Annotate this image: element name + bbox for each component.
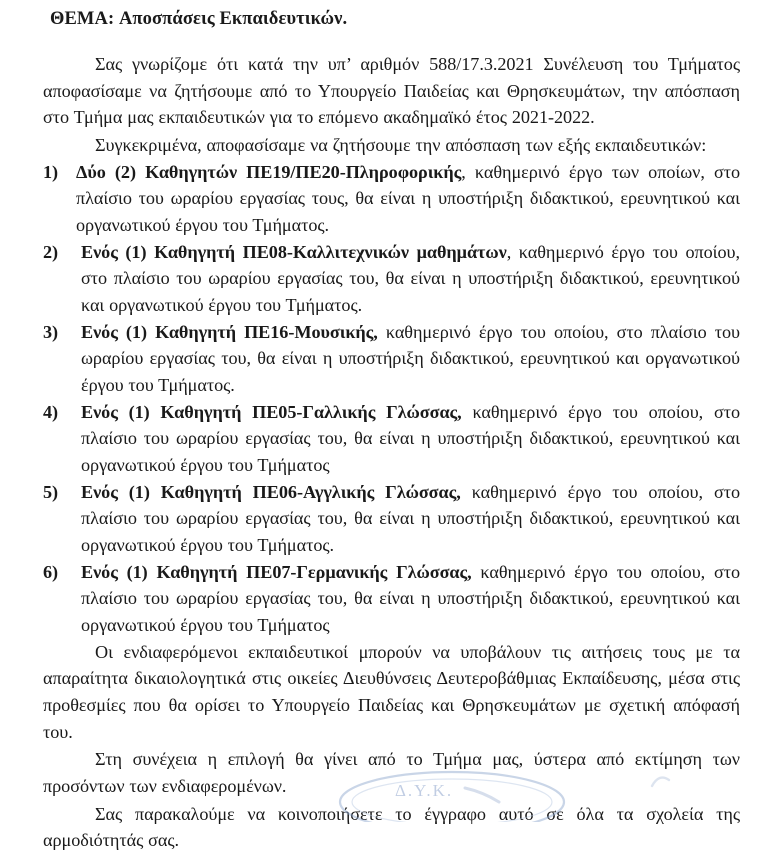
list-item-body: καθημερινό έργο του οποίου, στο πλαίσιο του ωραρίου εργασίας του, θα είναι η υποστήριξη διδακτικού, ερευνητικού και οργανωτικού έργου του Τμήματος: [81, 561, 741, 635]
list-item-marker: 4): [43, 401, 59, 422]
list-item-marker: 3): [43, 321, 59, 342]
list-item-body: , καθημερινό έργο των οποίων, στο πλαίσιο του ωραρίου εργασίας τους, θα είναι η υποστήριξη διδακτικού, ερευνητικού και οργανωτικού έργου του Τμήματος.: [76, 161, 740, 236]
list-item-marker: 2): [43, 241, 59, 262]
paragraph-applications: Οι ενδιαφερόμενοι εκπαιδευτικοί μπορούν να υποβάλουν τις αιτήσεις τους με τα απαραίτητα δικαιολογητικά στις οικείες Διευθύνσεις Δευτεροβάθμιας Εκπαίδευσης, μέσα στις προθεσμίες που θα ορίσει το Υπουργείο Παιδείας και Θρησκευμάτων με σχετική απόφασή του.: [43, 641, 740, 742]
list-item-body: καθημερινό έργο του οποίου, στο πλαίσιο του ωραρίου εργασίας του, θα είναι η υποστήριξη διδακτικού, ερευνητικού και οργανωτικού έργου του Τμήματος.: [81, 321, 740, 395]
paragraph-closing: Σας παρακαλούμε να κοινοποιήσετε το έγγραφο αυτό σε όλα τα σχολεία της αρμοδιότητάς σας.: [43, 803, 740, 851]
list-item-heading: Ενός (1) Καθηγητή ΠΕ16-Μουσικής,: [81, 321, 378, 342]
list-item-heading: Ενός (1) Καθηγητή ΠΕ05-Γαλλικής Γλώσσας,: [81, 401, 462, 422]
subject-line: [43, 8, 740, 31]
list-item-marker: 6): [43, 561, 59, 582]
paragraph-selection: Στη συνέχεια η επιλογή θα γίνει από το Τμήμα μας, ύστερα από εκτίμηση των προσόντων των ενδιαφερομένων.: [43, 749, 740, 796]
list-item: [43, 479, 740, 559]
list-item-body: καθημερινό έργο του οποίου, στο πλαίσιο του ωραρίου εργασίας του, θα είναι η υποστήριξη διδακτικού, ερευνητικού και οργανωτικού έργου του Τμήματος: [81, 401, 741, 475]
subject-value: Αποσπάσεις Εκπαιδευτικών.: [118, 9, 348, 29]
list-item-marker: 5): [43, 481, 59, 502]
list-item-marker: 1): [43, 161, 59, 182]
paragraph-lead-in: Συγκεκριμένα, αποφασίσαμε να ζητήσουμε την απόσπαση των εξής εκπαιδευτικών:: [95, 135, 707, 156]
paragraph-intro: Σας γνωρίζομε ότι κατά την υπ’ αριθμόν 588/17.3.2021 Συνέλευση του Τμήματος αποφασίσαμε να ζητήσουμε από το Υπουργείο Παιδείας και Θρησκευμάτων, την απόσπαση στο Τμήμα μας εκπαιδευτικών για το επόμενο ακαδημαϊκό έτος 2021-2022.: [43, 54, 740, 128]
list-item-body: , καθημερινό έργο του οποίου, στο πλαίσιο του ωραρίου εργασίας του, θα είναι η υποστήριξη διδακτικού, ερευνητικού και οργανωτικού έργου του Τμήματος.: [81, 241, 740, 316]
list-item: [43, 159, 740, 239]
list-item: [43, 559, 740, 639]
list-item-body: καθημερινό έργο του οποίου, στο πλαίσιο του ωραρίου εργασίας του, θα είναι η υποστήριξη διδακτικού, ερευνητικού και οργανωτικού έργου του Τμήματος.: [81, 481, 740, 555]
svg-text:Δ.Υ.Κ.: Δ.Υ.Κ.: [395, 781, 454, 800]
list-item: [43, 399, 740, 479]
list-item: [43, 239, 740, 319]
subject-label: ΘΕΜΑ:: [50, 9, 115, 29]
list-item-heading: Ενός (1) Καθηγητή ΠΕ07-Γερμανικής Γλώσσας,: [81, 561, 472, 582]
list-item-heading: Ενός (1) Καθηγητή ΠΕ06-Αγγλικής Γλώσσας,: [81, 481, 461, 502]
list-item-heading: Ενός (1) Καθηγητή ΠΕ08-Καλλιτεχνικών μαθημάτων: [81, 241, 507, 262]
list-item-heading: Δύο (2) Καθηγητών ΠΕ19/ΠΕ20-Πληροφορικής: [76, 161, 462, 182]
requested-teachers-list: [43, 159, 740, 639]
list-item: [43, 319, 740, 399]
